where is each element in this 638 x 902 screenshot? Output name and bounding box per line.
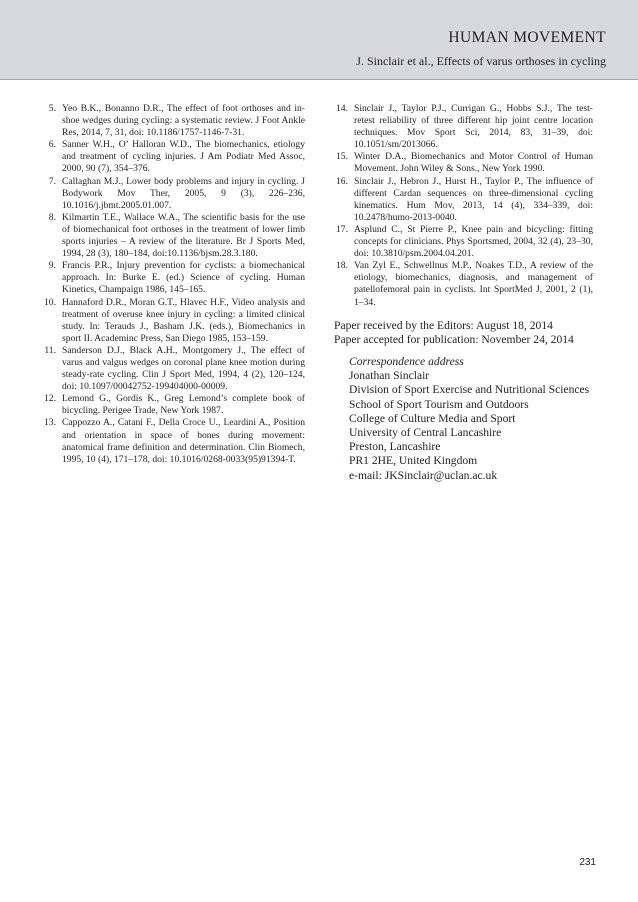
- reference-list-left: [44, 103, 305, 466]
- reference-text: Winter D.A., Biomechanics and Motor Control of Human Movement. John Wiley & Sons., New York 1990.: [354, 151, 593, 175]
- submission-dates: [334, 319, 624, 347]
- reference-item: [334, 151, 593, 175]
- reference-number: 8.: [48, 211, 56, 223]
- reference-number: 11.: [44, 344, 56, 356]
- address-line: University of Central Lancashire: [349, 426, 502, 440]
- correspondent-name: Jonathan Sinclair: [349, 369, 430, 383]
- address-line: PR1 2HE, United Kingdom: [349, 454, 478, 468]
- reference-text: Sinclair J., Taylor P.J., Currigan G., Hobbs S.J., The test-retest reliability of three different hip joint centre location techniques. Mov Sport Sci, 2014, 83, 31–39, doi: 10.1051/sm/2013066.: [354, 103, 593, 151]
- correspondence-title: Correspondence address: [349, 355, 464, 368]
- reference-number: 17.: [336, 223, 348, 235]
- correspondence-address: [349, 355, 629, 483]
- address-line: Preston, Lancashire: [349, 440, 441, 454]
- reference-item: [44, 296, 305, 345]
- reference-list-right: [334, 103, 593, 309]
- reference-item: [50, 212, 305, 260]
- address-line: Division of Sport Exercise and Nutritional Sciences: [349, 383, 590, 397]
- reference-item: [50, 176, 305, 212]
- reference-number: 7.: [48, 175, 56, 187]
- reference-text: Callaghan M.J., Lower body problems and injury in cycling. J Bodywork Mov Ther, 2005, 9 (3), 226–236, 10.1016/j.jbmt.2005.01.007.: [62, 175, 305, 211]
- reference-item: [334, 103, 593, 151]
- reference-item: [50, 260, 305, 296]
- reference-item: [44, 417, 305, 465]
- reference-text: Cappozzo A., Catani F., Della Croce U., Leardini A., Position and orientation in space of bones during movement: anatomical frame definition and determination. Clin Biomech, 1995, 10 (4), 171–178, doi: 10.1016/0268-0033(95)91394-T.: [62, 417, 305, 465]
- reference-text: Lemond G., Gordis K., Greg Lemond’s complete book of bicycling. Perigee Trade, New York 1987.: [62, 393, 305, 417]
- reference-number: 6.: [48, 139, 56, 151]
- reference-number: 12.: [44, 393, 56, 405]
- reference-number: 5.: [48, 103, 56, 114]
- reference-item: [50, 103, 305, 139]
- reference-number: 16.: [336, 175, 348, 187]
- reference-text: Kilmartin T.E., Wallace W.A., The scientific basis for the use of biomechanical foot orthoses in the treatment of lower limb sports injuries – A review of the literature. Br J Sports Med, 1994, 28 (3), 180–184, doi:10.1136/bjsm.28.3.180.: [62, 211, 305, 260]
- address-line: School of Sport Tourism and Outdoors: [349, 397, 529, 411]
- reference-text: Sanderson D.J., Black A.H., Montgomery J., The effect of varus and valgus wedges on coronal plane knee motion during steady-rate cycling. Clin J Sport Med, 1994, 4 (2), 120–124, doi: 10.1097/00042752-199404000-00009.: [62, 344, 305, 393]
- page-header: [0, 0, 638, 80]
- reference-text: Van Zyl E., Schwellnus M.P., Noakes T.D., A review of the etiology, biomechanics, diagnosis, and management of patellofemoral pain in cyclists. Int SportMed J, 2001, 2 (1), 1–34.: [354, 260, 593, 308]
- reference-item: [334, 260, 593, 308]
- reference-text: Sanner W.H., O’ Halloran W.D., The biomechanics, etiology and treatment of cycling injuries. J Am Podiatr Med Assoc, 2000, 90 (7), 354–376.: [62, 139, 305, 175]
- reference-item: [44, 344, 305, 393]
- journal-title: HUMAN MOVEMENT: [448, 29, 606, 46]
- reference-number: 13.: [44, 417, 56, 429]
- reference-text: Asplund C., St Pierre P., Knee pain and bicycling: fitting concepts for clinicians. Phys Sportsmed, 2004, 32 (4), 23–30, doi: 10.3810/psm.2004.04.201.: [354, 223, 593, 260]
- accepted-date: Paper accepted for publication: November 24, 2014: [334, 333, 574, 347]
- reference-text: Hannaford D.R., Moran G.T., Hlavec H.F., Video analysis and treatment of overuse knee injury in cycling: a limited clinical study. In: Terauds J., Basham J.K. (eds.), Biomechanics in sport II. Academinc Press, San Diego 1985, 153–159.: [62, 296, 305, 344]
- reference-number: 15.: [336, 151, 348, 163]
- reference-number: 10.: [44, 296, 56, 308]
- page-number: 231: [579, 857, 596, 868]
- reference-number: 14.: [336, 103, 348, 114]
- running-head: J. Sinclair et al., Effects of varus orthoses in cycling: [356, 54, 606, 68]
- reference-item: [334, 224, 593, 260]
- reference-item: [50, 139, 305, 175]
- address-line: College of Culture Media and Sport: [349, 411, 516, 425]
- reference-text: Yeo B.K., Bonanno D.R., The effect of foot orthoses and in-shoe wedges during cycling: a systematic review. J Foot Ankle Res, 2014, 7, 31, doi: 10.1186/1757-1146-7-31.: [62, 103, 305, 139]
- reference-number: 9.: [48, 260, 56, 272]
- reference-text: Sinclair J., Hebron J., Hurst H., Taylor P., The influence of different Cardan sequences on three-dimensional cycling kinematics. Hum Mov, 2013, 14 (4), 334–339, doi: 10.2478/humo-2013-0040.: [354, 175, 593, 223]
- received-date: Paper received by the Editors: August 18, 2014: [334, 319, 553, 332]
- reference-item: [44, 393, 305, 417]
- reference-text: Francis P.R., Injury prevention for cyclists: a biomechanical approach. In: Burke E. (ed.) Science of cycling. Human Kinetics, Champaign 1986, 145–165.: [62, 260, 305, 296]
- reference-item: [334, 176, 593, 224]
- email-address[interactable]: e-mail: JKSinclair@uclan.ac.uk: [349, 468, 498, 482]
- reference-number: 18.: [336, 260, 348, 272]
